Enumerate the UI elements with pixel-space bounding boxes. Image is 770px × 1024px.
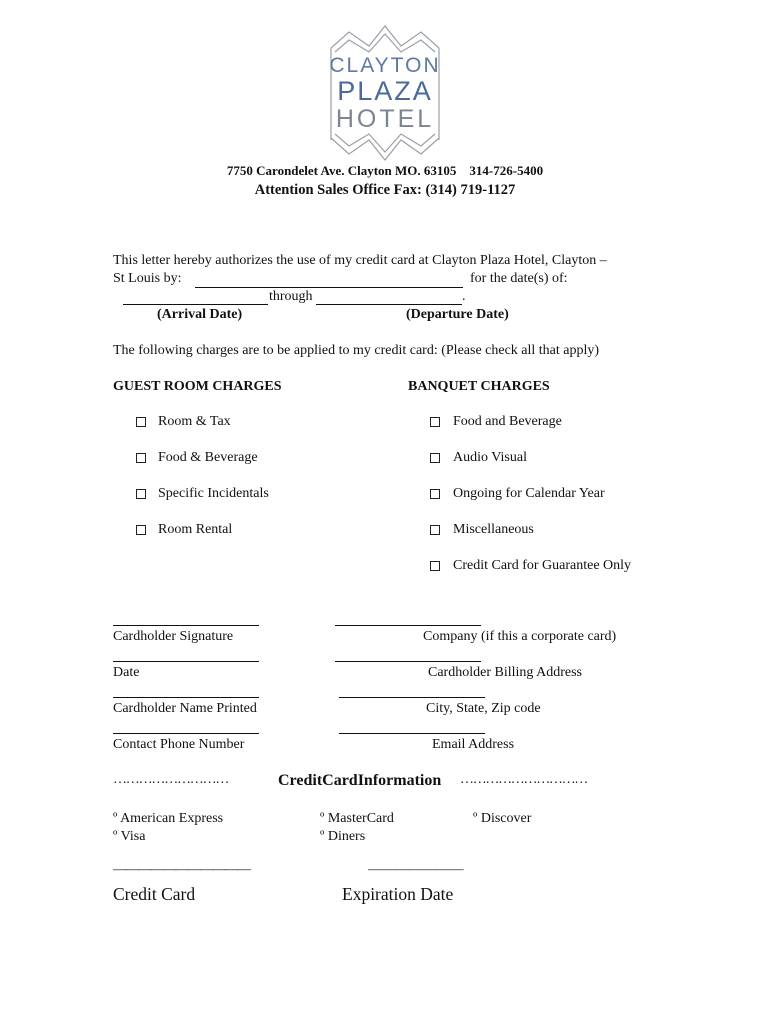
guest-room-item-label: Specific Incidentals [158,486,269,501]
banquet-item-label: Food and Beverage [453,414,562,429]
phone-number-blank[interactable] [113,733,259,734]
banquet-item-label: Ongoing for Calendar Year [453,486,605,501]
checkbox-icon[interactable] [430,561,440,571]
expiration-date-label: Expiration Date [342,884,454,904]
name-printed-label: Cardholder Name Printed [113,701,257,716]
company-label: Company (if this a corporate card) [423,629,617,644]
banquet-heading: BANQUET CHARGES [408,379,550,394]
authorization-line-2-prefix: St Louis by: [113,271,182,286]
sales-fax-line: Attention Sales Office Fax: (314) 719-1127 [254,182,516,198]
card-option-amex[interactable]: º American Express [113,811,224,826]
checkbox-icon[interactable] [430,525,440,535]
city-state-zip-blank[interactable] [339,697,485,698]
authorization-line-1: This letter hereby authorizes the use of my credit card at Clayton Plaza Hotel, Clayton – [113,253,607,268]
billing-address-blank[interactable] [335,661,481,662]
date-period: . [462,289,466,304]
banquet-item-label: Credit Card for Guarantee Only [453,558,632,573]
arrival-date-blank[interactable] [123,304,268,305]
guest-room-item-label: Food & Beverage [158,450,258,465]
checkbox-icon[interactable] [136,525,146,535]
logo-line-plaza: PLAZA [337,76,433,106]
cc-title-dots-right: ………………………… [460,772,588,787]
charges-intro: The following charges are to be applied to my credit card: (Please check all that apply) [113,343,600,358]
phone-number-label: Contact Phone Number [113,737,245,752]
name-printed-blank[interactable] [113,697,259,698]
date-label: Date [113,665,140,680]
expiration-date-blank[interactable]: ——————— [368,862,464,877]
email-address-label: Email Address [432,737,515,752]
hotel-address: 7750 Carondelet Ave. Clayton MO. 63105 314-726-5400 [226,163,544,178]
departure-date-label: (Departure Date) [406,307,509,322]
card-option-diners[interactable]: º Diners [320,829,366,844]
logo-line-clayton: CLAYTON [329,54,441,77]
company-blank[interactable] [335,625,481,626]
credit-card-label: Credit Card [113,884,196,904]
cardholder-signature-blank[interactable] [113,625,259,626]
checkbox-icon[interactable] [136,489,146,499]
credit-card-info-title: CreditCardInformation [278,772,442,789]
date-blank[interactable] [113,661,259,662]
banquet-item-label: Miscellaneous [453,522,534,537]
card-option-visa[interactable]: º Visa [113,829,146,844]
city-state-zip-label: City, State, Zip code [426,701,541,716]
card-option-mastercard[interactable]: º MasterCard [320,811,394,826]
guest-room-item-label: Room Rental [158,522,233,537]
checkbox-icon[interactable] [430,489,440,499]
through-label: through [269,289,313,304]
checkbox-icon[interactable] [136,453,146,463]
logo-line-hotel: HOTEL [335,105,435,133]
checkbox-icon[interactable] [430,417,440,427]
arrival-date-label: (Arrival Date) [157,307,243,322]
checkbox-icon[interactable] [136,417,146,427]
departure-date-blank[interactable] [316,304,462,305]
authorization-line-2-suffix: for the date(s) of: [470,271,568,286]
cardholder-signature-label: Cardholder Signature [113,629,234,644]
email-address-blank[interactable] [339,733,485,734]
authorized-by-blank[interactable] [195,287,463,288]
card-option-discover[interactable]: º Discover [473,811,532,826]
cc-title-dots-left: ……………………… [113,772,229,787]
banquet-item-label: Audio Visual [453,450,527,465]
credit-card-number-blank[interactable]: ——————————— [113,862,250,877]
guest-room-item-label: Room & Tax [158,414,231,429]
guest-room-heading: GUEST ROOM CHARGES [113,379,282,394]
billing-address-label: Cardholder Billing Address [428,665,582,680]
checkbox-icon[interactable] [430,453,440,463]
